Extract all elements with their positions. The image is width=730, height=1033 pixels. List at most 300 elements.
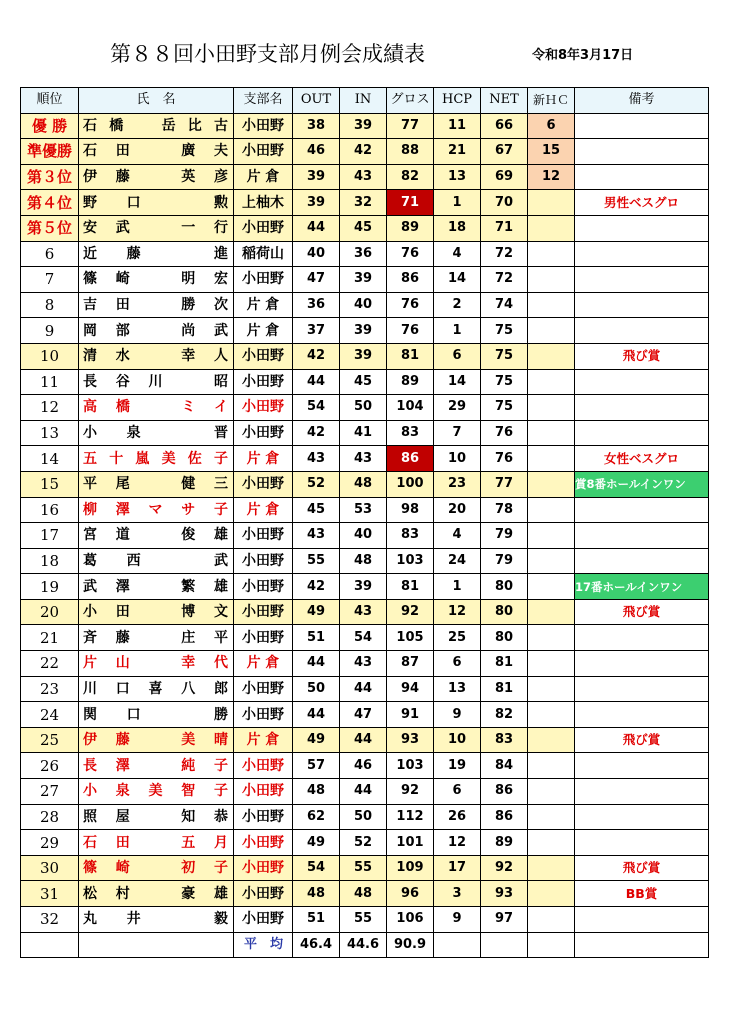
in-cell: 44 <box>340 676 387 702</box>
in-cell: 44 <box>340 727 387 753</box>
average-gross: 90.9 <box>387 932 434 958</box>
branch-cell: 小田野 <box>234 881 293 907</box>
page-title: 第８８回小田野支部月例会成績表 <box>110 42 425 66</box>
name-cell: 伊藤 英彦 <box>79 164 234 190</box>
new-hc-cell <box>528 241 575 267</box>
name-cell: 小田 博文 <box>79 599 234 625</box>
rank-cell: 8 <box>21 292 79 318</box>
branch-cell: 小田野 <box>234 907 293 933</box>
rank-cell: 14 <box>21 446 79 472</box>
net-cell: 78 <box>481 497 528 523</box>
rank-cell: 12 <box>21 395 79 421</box>
out-cell: 54 <box>293 395 340 421</box>
net-cell: 84 <box>481 753 528 779</box>
branch-cell: 小田野 <box>234 779 293 805</box>
new-hc-cell <box>528 523 575 549</box>
branch-cell: 小田野 <box>234 523 293 549</box>
new-hc-cell <box>528 702 575 728</box>
name-cell: 吉田 勝次 <box>79 292 234 318</box>
branch-cell: 小田野 <box>234 625 293 651</box>
out-cell: 49 <box>293 727 340 753</box>
table-row <box>21 471 709 497</box>
note-cell: 飛び賞 <box>575 599 709 625</box>
net-cell: 72 <box>481 241 528 267</box>
name-cell: 安武 一行 <box>79 215 234 241</box>
hcp-cell: 1 <box>434 190 481 216</box>
hcp-cell: 4 <box>434 523 481 549</box>
hcp-cell: 6 <box>434 651 481 677</box>
table-row <box>21 753 709 779</box>
net-cell: 81 <box>481 676 528 702</box>
name-cell: 小泉美智子 <box>79 779 234 805</box>
new-hc-cell <box>528 369 575 395</box>
table-row <box>21 599 709 625</box>
net-cell: 77 <box>481 471 528 497</box>
hcp-cell: 20 <box>434 497 481 523</box>
out-cell: 39 <box>293 190 340 216</box>
average-row <box>21 932 709 958</box>
new-hc-cell <box>528 727 575 753</box>
header-gross: グロス <box>387 88 434 114</box>
name-cell: 岡部 尚武 <box>79 318 234 344</box>
header-new-hc: 新ＨＣ <box>528 88 575 114</box>
results-body <box>21 113 709 932</box>
header-row <box>21 88 709 114</box>
rank-cell: 31 <box>21 881 79 907</box>
in-cell: 40 <box>340 523 387 549</box>
average-blank-net <box>481 932 528 958</box>
note-cell <box>575 420 709 446</box>
gross-cell: 83 <box>387 420 434 446</box>
rank-cell: 28 <box>21 804 79 830</box>
event-date: 令和8年3月17日 <box>532 48 634 63</box>
gross-cell: 93 <box>387 727 434 753</box>
branch-cell: 小田野 <box>234 395 293 421</box>
note-cell <box>575 164 709 190</box>
note-cell: BB賞 <box>575 881 709 907</box>
new-hc-cell <box>528 753 575 779</box>
rank-cell: 9 <box>21 318 79 344</box>
out-cell: 44 <box>293 651 340 677</box>
hcp-cell: 4 <box>434 241 481 267</box>
rank-cell: 第３位 <box>21 164 79 190</box>
note-cell <box>575 318 709 344</box>
name-cell: 片山 幸代 <box>79 651 234 677</box>
net-cell: 75 <box>481 318 528 344</box>
hcp-cell: 2 <box>434 292 481 318</box>
name-cell: 篠崎 明宏 <box>79 267 234 293</box>
new-hc-cell <box>528 625 575 651</box>
hcp-cell: 1 <box>434 318 481 344</box>
out-cell: 44 <box>293 369 340 395</box>
net-cell: 72 <box>481 267 528 293</box>
out-cell: 51 <box>293 625 340 651</box>
hcp-cell: 26 <box>434 804 481 830</box>
gross-cell: 76 <box>387 292 434 318</box>
new-hc-cell <box>528 855 575 881</box>
table-row <box>21 727 709 753</box>
hcp-cell: 11 <box>434 113 481 139</box>
rank-cell: 23 <box>21 676 79 702</box>
new-hc-cell <box>528 343 575 369</box>
note-cell <box>575 395 709 421</box>
branch-cell: 小田野 <box>234 855 293 881</box>
net-cell: 75 <box>481 395 528 421</box>
gross-cell: 104 <box>387 395 434 421</box>
gross-cell: 89 <box>387 369 434 395</box>
out-cell: 62 <box>293 804 340 830</box>
gross-cell: 109 <box>387 855 434 881</box>
name-cell: 篠崎 初子 <box>79 855 234 881</box>
in-cell: 39 <box>340 343 387 369</box>
net-cell: 69 <box>481 164 528 190</box>
name-cell: 川口喜八郎 <box>79 676 234 702</box>
out-cell: 50 <box>293 676 340 702</box>
name-cell: 関口 勝 <box>79 702 234 728</box>
net-cell: 79 <box>481 548 528 574</box>
note-cell <box>575 676 709 702</box>
rank-cell: 第４位 <box>21 190 79 216</box>
in-cell: 48 <box>340 471 387 497</box>
gross-cell: 112 <box>387 804 434 830</box>
average-in: 44.6 <box>340 932 387 958</box>
name-cell: 五十嵐美佐子 <box>79 446 234 472</box>
hcp-cell: 19 <box>434 753 481 779</box>
name-cell: 照屋 知恭 <box>79 804 234 830</box>
new-hc-cell <box>528 830 575 856</box>
in-cell: 53 <box>340 497 387 523</box>
new-hc-cell <box>528 446 575 472</box>
table-row <box>21 139 709 165</box>
gross-cell: 71 <box>387 190 434 216</box>
net-cell: 80 <box>481 625 528 651</box>
hcp-cell: 12 <box>434 599 481 625</box>
note-cell <box>575 548 709 574</box>
branch-cell: 片 倉 <box>234 446 293 472</box>
note-cell <box>575 753 709 779</box>
results-table <box>20 87 709 958</box>
new-hc-cell <box>528 548 575 574</box>
out-cell: 40 <box>293 241 340 267</box>
gross-cell: 88 <box>387 139 434 165</box>
new-hc-cell: 12 <box>528 164 575 190</box>
name-cell: 葛西 武 <box>79 548 234 574</box>
name-cell: 平尾 健三 <box>79 471 234 497</box>
note-cell <box>575 241 709 267</box>
in-cell: 55 <box>340 907 387 933</box>
branch-cell: 小田野 <box>234 753 293 779</box>
in-cell: 39 <box>340 318 387 344</box>
in-cell: 36 <box>340 241 387 267</box>
in-cell: 44 <box>340 779 387 805</box>
branch-cell: 小田野 <box>234 215 293 241</box>
out-cell: 46 <box>293 139 340 165</box>
in-cell: 42 <box>340 139 387 165</box>
gross-cell: 77 <box>387 113 434 139</box>
branch-cell: 小田野 <box>234 471 293 497</box>
note-cell <box>575 497 709 523</box>
hcp-cell: 17 <box>434 855 481 881</box>
hcp-cell: 3 <box>434 881 481 907</box>
gross-cell: 91 <box>387 702 434 728</box>
net-cell: 76 <box>481 446 528 472</box>
header-net: NET <box>481 88 528 114</box>
branch-cell: 小田野 <box>234 139 293 165</box>
gross-cell: 103 <box>387 548 434 574</box>
hcp-cell: 7 <box>434 420 481 446</box>
in-cell: 39 <box>340 574 387 600</box>
hcp-cell: 9 <box>434 702 481 728</box>
out-cell: 48 <box>293 779 340 805</box>
new-hc-cell: 15 <box>528 139 575 165</box>
note-cell: 男性ベスグロ <box>575 190 709 216</box>
in-cell: 55 <box>340 855 387 881</box>
table-row <box>21 164 709 190</box>
rank-cell: 17 <box>21 523 79 549</box>
new-hc-cell <box>528 881 575 907</box>
gross-cell: 86 <box>387 267 434 293</box>
gross-cell: 103 <box>387 753 434 779</box>
branch-cell: 片 倉 <box>234 164 293 190</box>
in-cell: 43 <box>340 651 387 677</box>
table-row <box>21 881 709 907</box>
gross-cell: 81 <box>387 574 434 600</box>
in-cell: 48 <box>340 548 387 574</box>
table-row <box>21 548 709 574</box>
branch-cell: 小田野 <box>234 369 293 395</box>
gross-cell: 96 <box>387 881 434 907</box>
table-row <box>21 855 709 881</box>
name-cell: 石田 五月 <box>79 830 234 856</box>
out-cell: 44 <box>293 702 340 728</box>
hcp-cell: 29 <box>434 395 481 421</box>
in-cell: 47 <box>340 702 387 728</box>
gross-cell: 94 <box>387 676 434 702</box>
net-cell: 75 <box>481 369 528 395</box>
rank-cell: 13 <box>21 420 79 446</box>
net-cell: 86 <box>481 779 528 805</box>
out-cell: 45 <box>293 497 340 523</box>
name-cell: 宮道 俊雄 <box>79 523 234 549</box>
net-cell: 80 <box>481 599 528 625</box>
hcp-cell: 13 <box>434 676 481 702</box>
table-row <box>21 343 709 369</box>
gross-cell: 105 <box>387 625 434 651</box>
gross-cell: 98 <box>387 497 434 523</box>
new-hc-cell <box>528 574 575 600</box>
out-cell: 48 <box>293 881 340 907</box>
branch-cell: 上柚木 <box>234 190 293 216</box>
branch-cell: 小田野 <box>234 548 293 574</box>
net-cell: 71 <box>481 215 528 241</box>
note-cell: 飛び賞 <box>575 855 709 881</box>
new-hc-cell <box>528 318 575 344</box>
net-cell: 75 <box>481 343 528 369</box>
branch-cell: 小田野 <box>234 830 293 856</box>
note-cell: 女性ベスグロ <box>575 446 709 472</box>
net-cell: 97 <box>481 907 528 933</box>
gross-cell: 82 <box>387 164 434 190</box>
rank-cell: 27 <box>21 779 79 805</box>
header-branch: 支部名 <box>234 88 293 114</box>
net-cell: 81 <box>481 651 528 677</box>
out-cell: 57 <box>293 753 340 779</box>
in-cell: 54 <box>340 625 387 651</box>
out-cell: 37 <box>293 318 340 344</box>
average-out: 46.4 <box>293 932 340 958</box>
average-blank-name <box>79 932 234 958</box>
rank-cell: 25 <box>21 727 79 753</box>
net-cell: 80 <box>481 574 528 600</box>
in-cell: 40 <box>340 292 387 318</box>
note-cell: 飛び賞 <box>575 343 709 369</box>
header-hcp: HCP <box>434 88 481 114</box>
average-blank-hcp <box>434 932 481 958</box>
table-row <box>21 113 709 139</box>
gross-cell: 92 <box>387 779 434 805</box>
out-cell: 42 <box>293 343 340 369</box>
net-cell: 93 <box>481 881 528 907</box>
table-row <box>21 676 709 702</box>
new-hc-cell <box>528 651 575 677</box>
net-cell: 79 <box>481 523 528 549</box>
table-row <box>21 907 709 933</box>
gross-cell: 89 <box>387 215 434 241</box>
hcp-cell: 6 <box>434 779 481 805</box>
rank-cell: 15 <box>21 471 79 497</box>
branch-cell: 小田野 <box>234 804 293 830</box>
average-blank-rank <box>21 932 79 958</box>
hcp-cell: 24 <box>434 548 481 574</box>
note-cell <box>575 139 709 165</box>
branch-cell: 小田野 <box>234 343 293 369</box>
rank-cell: 優 勝 <box>21 113 79 139</box>
note-cell <box>575 625 709 651</box>
new-hc-cell <box>528 420 575 446</box>
gross-cell: 100 <box>387 471 434 497</box>
branch-cell: 小田野 <box>234 574 293 600</box>
net-cell: 76 <box>481 420 528 446</box>
new-hc-cell <box>528 497 575 523</box>
rank-cell: 26 <box>21 753 79 779</box>
out-cell: 55 <box>293 548 340 574</box>
hcp-cell: 18 <box>434 215 481 241</box>
table-row <box>21 318 709 344</box>
note-cell <box>575 830 709 856</box>
in-cell: 43 <box>340 446 387 472</box>
name-cell: 野口 勲 <box>79 190 234 216</box>
rank-cell: 19 <box>21 574 79 600</box>
rank-cell: 第５位 <box>21 215 79 241</box>
new-hc-cell <box>528 804 575 830</box>
gross-cell: 81 <box>387 343 434 369</box>
out-cell: 49 <box>293 830 340 856</box>
branch-cell: 片 倉 <box>234 727 293 753</box>
rank-cell: 32 <box>21 907 79 933</box>
name-cell: 近藤 進 <box>79 241 234 267</box>
new-hc-cell <box>528 215 575 241</box>
note-cell <box>575 804 709 830</box>
rank-cell: 10 <box>21 343 79 369</box>
out-cell: 42 <box>293 420 340 446</box>
note-cell <box>575 523 709 549</box>
name-cell: 斉藤 庄平 <box>79 625 234 651</box>
table-row <box>21 497 709 523</box>
hcp-cell: 10 <box>434 446 481 472</box>
note-cell <box>575 267 709 293</box>
table-row <box>21 446 709 472</box>
branch-cell: 小田野 <box>234 702 293 728</box>
new-hc-cell <box>528 267 575 293</box>
note-cell <box>575 369 709 395</box>
net-cell: 70 <box>481 190 528 216</box>
name-cell: 長谷川 昭 <box>79 369 234 395</box>
hcp-cell: 14 <box>434 369 481 395</box>
name-cell: 石橋 岳比古 <box>79 113 234 139</box>
branch-cell: 片 倉 <box>234 292 293 318</box>
in-cell: 46 <box>340 753 387 779</box>
rank-cell: 20 <box>21 599 79 625</box>
name-cell: 小泉 晋 <box>79 420 234 446</box>
out-cell: 51 <box>293 907 340 933</box>
rank-cell: 7 <box>21 267 79 293</box>
name-cell: 石田 廣夫 <box>79 139 234 165</box>
new-hc-cell <box>528 292 575 318</box>
average-blank-note <box>575 932 709 958</box>
in-cell: 52 <box>340 830 387 856</box>
hcp-cell: 6 <box>434 343 481 369</box>
net-cell: 92 <box>481 855 528 881</box>
branch-cell: 小田野 <box>234 676 293 702</box>
header-note: 備考 <box>575 88 709 114</box>
in-cell: 39 <box>340 113 387 139</box>
net-cell: 82 <box>481 702 528 728</box>
note-cell: 賞8番ホールインワン <box>575 471 709 497</box>
table-row <box>21 574 709 600</box>
branch-cell: 片 倉 <box>234 318 293 344</box>
average-label: 平 均 <box>234 932 293 958</box>
table-row <box>21 190 709 216</box>
name-cell: 長澤 純子 <box>79 753 234 779</box>
table-row <box>21 241 709 267</box>
note-cell: 飛び賞 <box>575 727 709 753</box>
new-hc-cell <box>528 471 575 497</box>
new-hc-cell <box>528 676 575 702</box>
net-cell: 67 <box>481 139 528 165</box>
gross-cell: 86 <box>387 446 434 472</box>
out-cell: 49 <box>293 599 340 625</box>
branch-cell: 小田野 <box>234 599 293 625</box>
in-cell: 39 <box>340 267 387 293</box>
table-row <box>21 292 709 318</box>
table-row <box>21 830 709 856</box>
note-cell <box>575 779 709 805</box>
out-cell: 52 <box>293 471 340 497</box>
in-cell: 50 <box>340 804 387 830</box>
hcp-cell: 14 <box>434 267 481 293</box>
out-cell: 42 <box>293 574 340 600</box>
header-out: OUT <box>293 88 340 114</box>
table-row <box>21 420 709 446</box>
in-cell: 41 <box>340 420 387 446</box>
rank-cell: 11 <box>21 369 79 395</box>
rank-cell: 24 <box>21 702 79 728</box>
table-row <box>21 702 709 728</box>
in-cell: 43 <box>340 164 387 190</box>
net-cell: 86 <box>481 804 528 830</box>
name-cell: 高橋 ミイ <box>79 395 234 421</box>
name-cell: 柳澤マサ子 <box>79 497 234 523</box>
